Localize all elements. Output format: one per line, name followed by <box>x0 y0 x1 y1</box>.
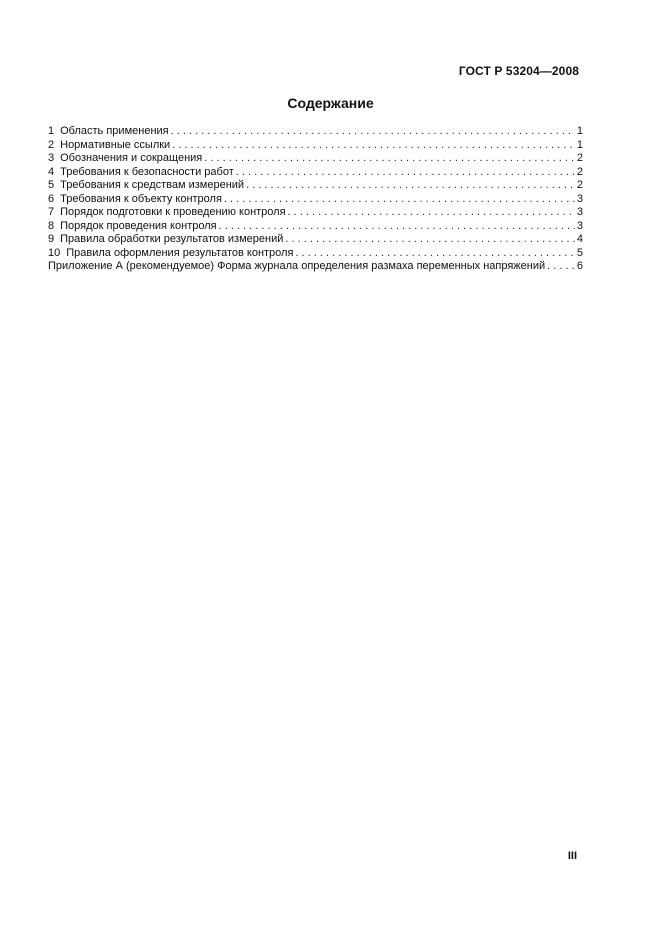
toc-entry-title: Область применения <box>60 125 169 137</box>
toc-entry <box>48 206 583 220</box>
toc-entry-appendix <box>48 260 583 274</box>
toc-entry-number: 2 <box>48 138 55 151</box>
toc-entry-page: 2 <box>576 179 583 191</box>
toc-entry-page: 2 <box>576 165 583 178</box>
toc-entry-number: 1 <box>48 125 55 137</box>
toc-entry-number: 3 <box>48 152 55 164</box>
toc-entry-title: Обозначения и сокращения <box>60 152 203 164</box>
toc-entry <box>48 233 583 247</box>
toc-leader-dots <box>171 125 575 139</box>
toc-leader-dots <box>246 179 575 193</box>
toc-entry-page: 6 <box>576 260 583 272</box>
toc-leader-dots <box>547 260 575 274</box>
toc-entry-number: 5 <box>48 179 55 191</box>
toc-entry-page: 4 <box>576 233 583 245</box>
toc-entry-page: 3 <box>576 219 583 232</box>
toc-leader-dots <box>288 206 575 220</box>
toc-entry-page: 3 <box>576 206 583 218</box>
toc-entry-title: Нормативные ссылки <box>60 138 171 151</box>
toc-entry-title: Требования к средствам измерений <box>60 179 245 191</box>
document-code: ГОСТ Р 53204—2008 <box>458 64 579 78</box>
toc-entry <box>48 220 583 234</box>
toc-entry-page: 3 <box>576 192 583 205</box>
toc-entry-number: 4 <box>48 165 55 178</box>
toc-entry-number: 10 <box>48 246 61 259</box>
toc-entry <box>48 179 583 193</box>
toc-entry-title: Требования к объекту контроля <box>60 192 222 205</box>
toc-entry-title: Приложение А (рекомендуемое) Форма журнала определения размаха переменных напряжений <box>48 260 546 272</box>
toc-entry <box>48 139 583 153</box>
toc-title: Содержание <box>287 95 374 111</box>
toc-leader-dots <box>172 139 575 153</box>
toc-entry <box>48 193 583 207</box>
toc-leader-dots <box>204 152 575 166</box>
toc-entry-number: 8 <box>48 219 55 232</box>
toc-entry-number: 7 <box>48 206 55 218</box>
toc-entry-page: 5 <box>576 246 583 259</box>
toc-entry <box>48 125 583 139</box>
toc-entry-title: Правила оформления результатов контроля <box>66 246 294 259</box>
toc-entry-page: 1 <box>576 125 583 137</box>
toc-leader-dots <box>285 233 574 247</box>
toc-entry-title: Правила обработки результатов измерений <box>60 233 284 245</box>
toc-entry-number: 9 <box>48 233 55 245</box>
toc-leader-dots <box>224 193 575 207</box>
toc-entry-page: 1 <box>576 138 583 151</box>
toc-entry <box>48 152 583 166</box>
toc-entry <box>48 247 583 261</box>
toc-entry-title: Порядок подготовки к проведению контроля <box>60 206 286 218</box>
toc-entry-title: Порядок проведения контроля <box>60 219 217 232</box>
toc-entry <box>48 166 583 180</box>
toc-leader-dots <box>219 220 575 234</box>
toc-leader-dots <box>295 247 574 261</box>
toc-entry-number: 6 <box>48 192 55 205</box>
table-of-contents <box>48 125 583 274</box>
page-number: III <box>567 850 577 862</box>
toc-entry-page: 2 <box>576 152 583 164</box>
toc-leader-dots <box>236 166 575 180</box>
toc-entry-title: Требования к безопасности работ <box>60 165 234 178</box>
